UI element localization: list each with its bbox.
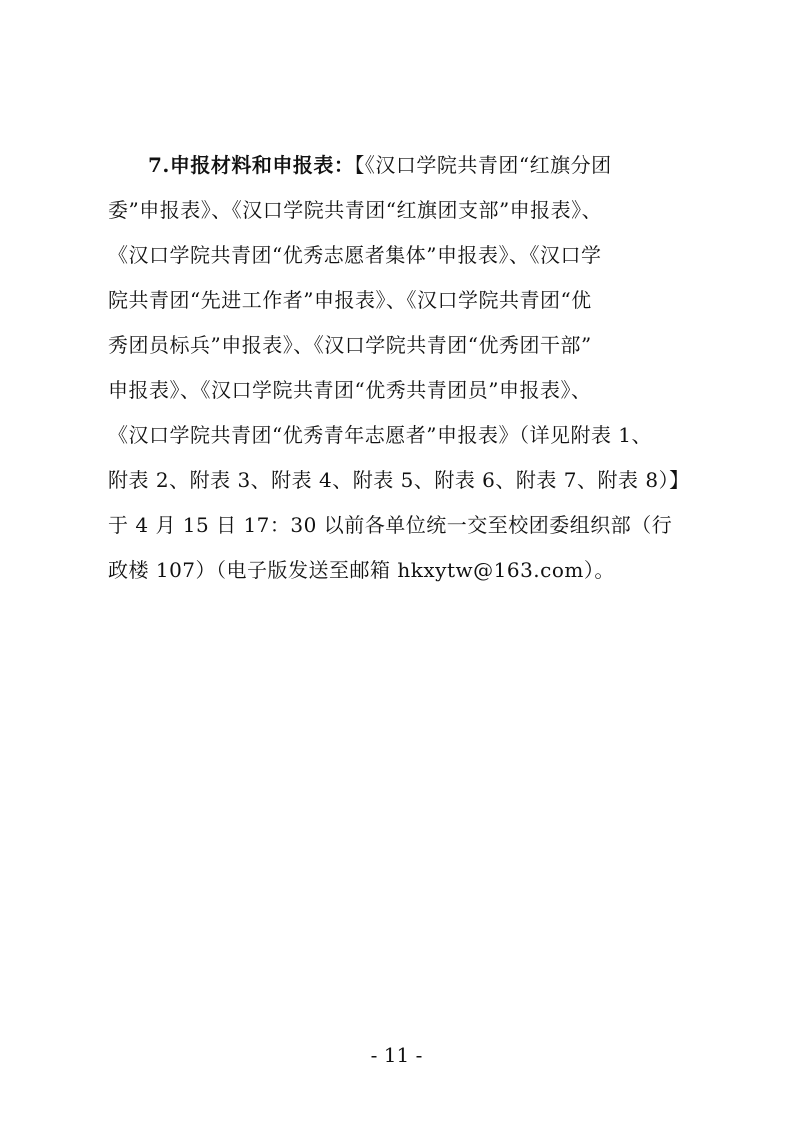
paragraph-line: 委”申报表》、《汉口学院共青团“红旗团支部”申报表》、 [108,198,603,222]
paragraph-line [108,150,690,195]
paragraph-line: 《汉口学院共青团“优秀志愿者集体”申报表》、《汉口学 [108,243,602,267]
paragraph-line: 秀团员标兵”申报表》、《汉口学院共青团“优秀团干部” [108,333,592,357]
section-heading: 7.申报材料和申报表： [148,153,355,177]
paragraph [108,150,690,600]
page-number: - 11 - [370,1043,423,1067]
paragraph-line: 申报表》、《汉口学院共青团“优秀共青团员”申报表》、 [108,378,592,402]
paragraph-line: 政楼 107）（电子版发送至邮箱 hkxytw@163.com）。 [108,558,615,582]
paragraph-line: 于 4 月 15 日 17：30 以前各单位统一交至校团委组织部（行 [108,513,673,537]
paragraph-line: 院共青团“先进工作者”申报表》、《汉口学院共青团“优 [108,288,592,312]
paragraph-line: 《汉口学院共青团“优秀青年志愿者”申报表》（详见附表 1、 [108,423,653,447]
paragraph-text: 【《汉口学院共青团“红旗分团 [354,153,612,177]
paragraph-line: 附表 2、附表 3、附表 4、附表 5、附表 6、附表 7、附表 8）】 [108,468,690,492]
